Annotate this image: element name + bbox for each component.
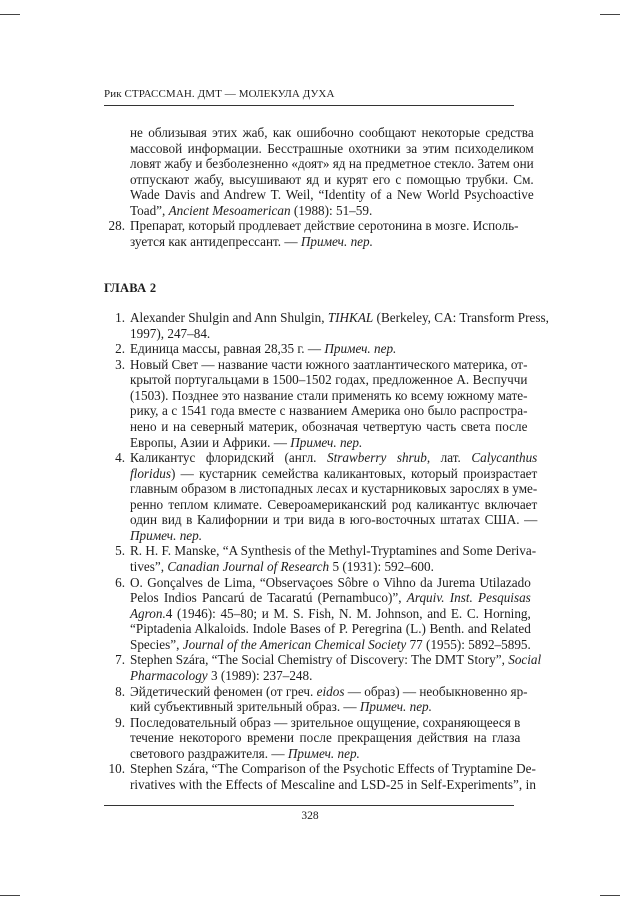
text: главным образом в листопадных лесах и кустарниковых зарослях в уме- bbox=[130, 481, 538, 497]
text: 5 (1931): 592–600. bbox=[329, 559, 434, 574]
note-line bbox=[130, 575, 531, 591]
note-line bbox=[130, 668, 541, 684]
note-line bbox=[130, 730, 520, 746]
note-line bbox=[130, 310, 549, 326]
note-line bbox=[130, 777, 536, 793]
text: Stephen Szára, “The Comparison of the Psychotic Effects of Tryptamine De- bbox=[130, 761, 536, 777]
note-entry bbox=[104, 761, 536, 792]
chapter-notes bbox=[104, 310, 549, 792]
text: кий субъективный зрительный образ. — bbox=[130, 699, 360, 715]
note-entry bbox=[104, 341, 514, 357]
text: ренно теплом климате. Североамериканский род каликантус включает bbox=[130, 496, 538, 512]
text: 3 (1989): 237–248. bbox=[207, 667, 313, 683]
text: течение некоторого времени после прекращения действия на глаза bbox=[130, 730, 521, 746]
note-line bbox=[130, 372, 527, 388]
continued-notes bbox=[104, 125, 534, 250]
note-line bbox=[130, 746, 520, 762]
text: rivatives with the Effects of Mescaline and LSD-25 in Self-Experiments”, in bbox=[130, 776, 536, 792]
text: не облизывая этих жаб, как ошибочно сообщают некоторые средства bbox=[130, 125, 534, 140]
text: зуется как антидепрессант. — bbox=[130, 233, 301, 249]
italic-text: TIHKAL bbox=[327, 310, 374, 325]
italic-text: Примеч. пер. bbox=[287, 745, 360, 761]
italic-text: Примеч. пер. bbox=[300, 233, 373, 249]
italic-text: Strawberry shrub bbox=[326, 450, 427, 466]
note-line bbox=[130, 357, 527, 373]
text: Pelos Indios Pancarú de Tacaratú (Pernambuco)”, bbox=[130, 590, 407, 606]
text: Species”, bbox=[130, 636, 183, 652]
note-number: 1. bbox=[115, 310, 125, 325]
note-number: 28. bbox=[108, 218, 125, 234]
text: массовой информации. Бесстрашные охотники за этим психоделиком bbox=[130, 140, 534, 156]
text: Toad”, bbox=[130, 202, 169, 218]
note-line bbox=[130, 435, 527, 451]
text: Последовательный образ — зрительное ощущение, сохраняющееся в bbox=[130, 714, 521, 730]
note-line bbox=[130, 450, 537, 466]
italic-text: Примеч. пер. bbox=[290, 434, 363, 450]
text: R. H. F. Manske, “A Synthesis of the Methyl-Tryptamines and Some Deriva- bbox=[130, 543, 537, 559]
note-number: 4. bbox=[115, 450, 125, 466]
running-head: Рик СТРАССМАН. ДМТ — МОЛЕКУЛА ДУХА bbox=[104, 88, 335, 100]
crop-mark bbox=[0, 14, 20, 15]
italic-text: Ancient Mesoamerican bbox=[168, 202, 291, 218]
header-rule bbox=[104, 105, 514, 106]
note-entry bbox=[104, 450, 538, 543]
note-line bbox=[130, 652, 541, 668]
text: Европы, Азии и Африки. — bbox=[130, 434, 291, 450]
note-line bbox=[130, 141, 534, 157]
note-line bbox=[130, 637, 531, 653]
italic-text: eidos bbox=[316, 683, 345, 699]
italic-text: Journal of the American Chemical Society bbox=[182, 636, 407, 652]
crop-mark bbox=[600, 14, 620, 15]
text: Каликантус флоридский (англ. bbox=[130, 450, 327, 466]
note-line bbox=[130, 528, 537, 544]
text: нено и на северный материк, обозначая четвертую часть света после bbox=[130, 418, 528, 434]
note-line bbox=[130, 203, 534, 219]
note-line bbox=[130, 715, 520, 731]
note-line bbox=[130, 341, 514, 357]
note-entry bbox=[104, 574, 531, 653]
italic-text: Arquiv. Inst. Pesquisas bbox=[406, 590, 531, 606]
note-number: 3. bbox=[115, 356, 125, 372]
note-line bbox=[130, 218, 519, 234]
note-entry bbox=[104, 714, 521, 762]
text: крытой португальцами в 1500–1502 годах, предложенное А. Веспуччи bbox=[130, 372, 528, 388]
note-line bbox=[130, 512, 537, 528]
note-line bbox=[130, 481, 537, 497]
text: Новый Свет — название части южного заатлантического материка, от- bbox=[130, 356, 528, 372]
text: “Piptadenia Alkaloids. Indole Bases of P. Peregrina (L.) Benth. and Related bbox=[130, 621, 531, 637]
note-line bbox=[130, 497, 537, 513]
text: рику, а с 1541 года вместе с названием Америка оно было распростра- bbox=[130, 403, 528, 419]
note-number: 10. bbox=[108, 761, 125, 777]
note-entry bbox=[104, 310, 549, 341]
note-number: 6. bbox=[115, 574, 125, 590]
crop-mark bbox=[0, 895, 20, 896]
text: ловят жабу и безболезненно «доят» яд на предметное стекло. Затем они bbox=[130, 156, 534, 172]
italic-text: Calycanthus bbox=[471, 450, 538, 466]
italic-text: Примеч. пер. bbox=[324, 341, 397, 357]
page-number: 328 bbox=[301, 810, 319, 822]
note-line bbox=[130, 419, 527, 435]
note-entry bbox=[104, 125, 534, 218]
crop-mark bbox=[600, 895, 620, 896]
text: Единица массы, равная 28,35 г. — bbox=[130, 341, 325, 357]
note-number bbox=[104, 125, 130, 218]
text: ) — кустарник семейства каликантовых, который произрастает bbox=[171, 465, 538, 481]
italic-text: Pharmacology bbox=[130, 667, 208, 683]
note-entry bbox=[104, 543, 537, 574]
note-line bbox=[130, 187, 534, 203]
note-line bbox=[130, 388, 527, 404]
chapter-heading: ГЛАВА 2 bbox=[104, 281, 157, 295]
text: O. Gonçalves de Lima, “Observaçoes Sôbre o Vihno da Jurema Utilazado bbox=[130, 574, 531, 590]
note-number: 2. bbox=[115, 341, 125, 357]
text: отпускают жабу, высушивают яд и курят его с помощью трубки. См. bbox=[130, 171, 534, 187]
italic-text: Agron. bbox=[130, 605, 166, 621]
text: Stephen Szára, “The Social Chemistry of Discovery: The DMT Story”, bbox=[130, 652, 509, 668]
italic-text: Примеч. пер. bbox=[130, 527, 203, 543]
note-line bbox=[130, 559, 536, 575]
note-line bbox=[130, 684, 528, 700]
note-line bbox=[130, 156, 534, 172]
text: tives”, bbox=[130, 559, 168, 574]
text: 1997), 247–84. bbox=[130, 325, 211, 341]
text: (1503). Позднее это название стали применять ко всему южному мате- bbox=[130, 387, 528, 403]
text: 4 (1946): 45–80; и M. S. Fish, N. M. Johnson, and E. C. Horning, bbox=[165, 605, 531, 621]
text: один вид в Калифорнии и три вида в юго-восточных штатах США. — bbox=[130, 512, 538, 528]
note-entry bbox=[104, 652, 542, 683]
note-line bbox=[130, 466, 537, 482]
note-line bbox=[130, 621, 531, 637]
italic-text: Примеч. пер. bbox=[359, 699, 432, 715]
text: Эйдетический феномен (от греч. bbox=[130, 683, 317, 699]
text: светового раздражителя. — bbox=[130, 745, 288, 761]
italic-text: Canadian Journal of Research bbox=[167, 559, 330, 574]
note-line bbox=[130, 403, 527, 419]
note-line bbox=[130, 326, 549, 342]
italic-text: Social bbox=[508, 652, 542, 668]
text: Alexander Shulgin and Ann Shulgin, bbox=[130, 310, 328, 325]
text: (Berkeley, CA: Transform Press, bbox=[373, 310, 549, 325]
note-line bbox=[130, 590, 531, 606]
note-line bbox=[130, 234, 519, 250]
note-line bbox=[130, 699, 528, 715]
note-number: 5. bbox=[115, 543, 125, 559]
note-entry bbox=[104, 356, 528, 450]
note-line bbox=[130, 543, 536, 559]
note-number: 9. bbox=[115, 714, 125, 730]
text: 77 (1955): 5892–5895. bbox=[406, 636, 531, 652]
italic-text: floridus bbox=[130, 465, 172, 481]
note-line bbox=[130, 606, 531, 622]
note-entry bbox=[104, 218, 519, 249]
note-number: 7. bbox=[115, 652, 125, 668]
text: Wade Davis and Andrew T. Weil, “Identity of a New World Psychoactive bbox=[130, 187, 534, 203]
note-entry bbox=[104, 683, 528, 715]
text: , лат. bbox=[426, 450, 472, 466]
footer-rule bbox=[104, 805, 514, 806]
note-line bbox=[130, 172, 534, 188]
text: Препарат, который продлевает действие серотонина в мозге. Исполь- bbox=[130, 218, 519, 234]
note-line bbox=[130, 761, 536, 777]
note-number: 8. bbox=[115, 683, 125, 699]
text: — образ) — необыкновенно яр- bbox=[344, 683, 528, 699]
note-line bbox=[130, 125, 534, 141]
text: (1988): 51–59. bbox=[290, 202, 373, 218]
